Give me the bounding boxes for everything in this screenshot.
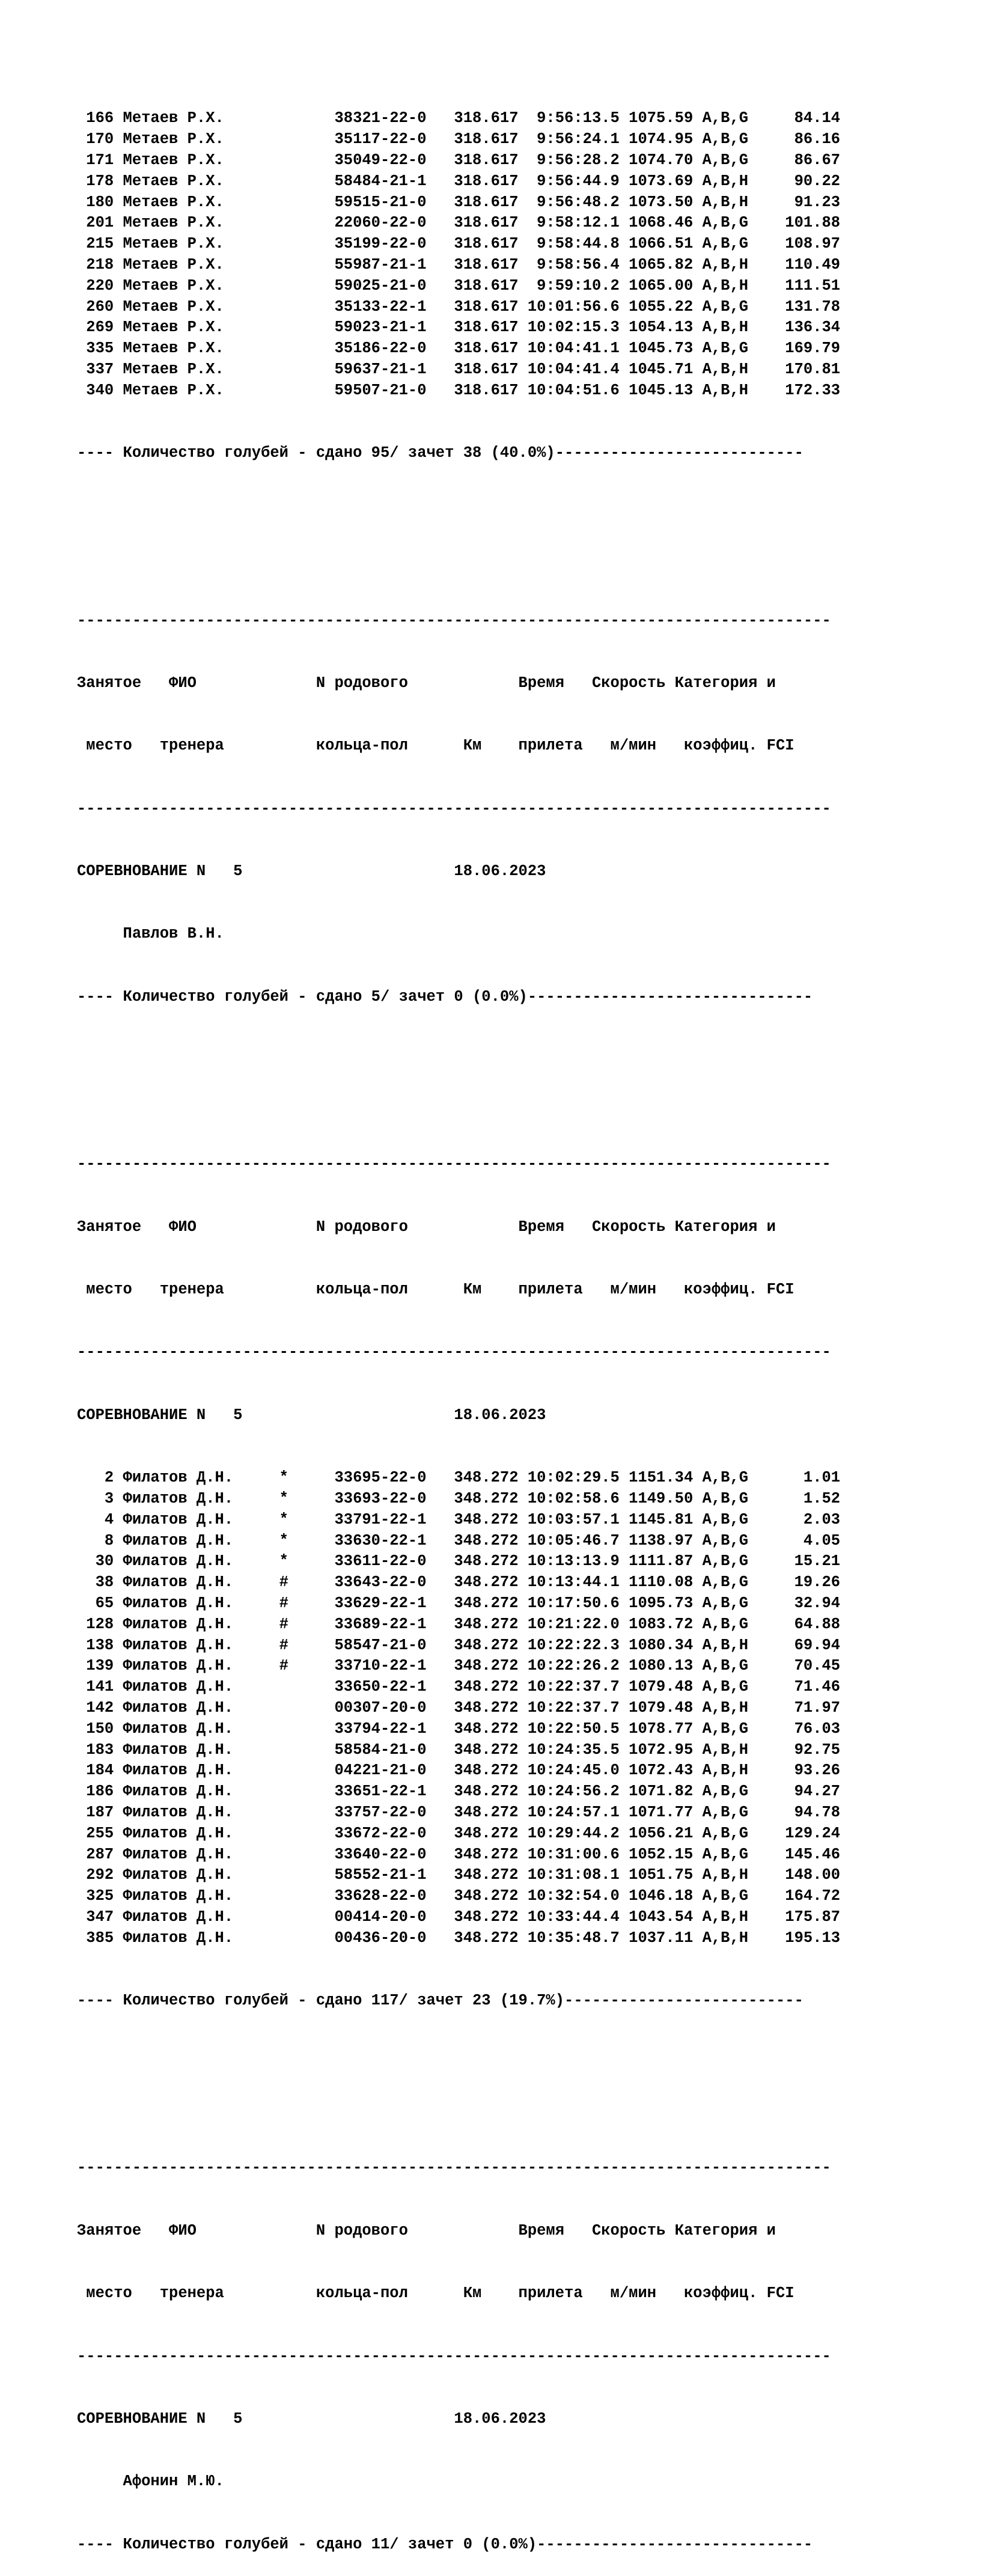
result-row: 340 Метаев Р.Х. 59507-21-0 318.617 10:04:51.6 1045.13 A,B,H 172.33 — [77, 381, 841, 399]
result-row: 269 Метаев Р.Х. 59023-21-1 318.617 10:02:15.3 1054.13 A,B,H 136.34 — [77, 319, 841, 337]
competition-line: СОРЕВНОВАНИЕ N 5 18.06.2023 — [77, 1406, 546, 1424]
result-row: 4 Филатов Д.Н. * 33791-22-1 348.272 10:03:57.1 1145.81 A,B,G 2.03 — [77, 1510, 841, 1528]
header-rule: ---------------------------------------------------------------------------------- — [77, 2159, 831, 2177]
result-row: 8 Филатов Д.Н. * 33630-22-1 348.272 10:05:46.7 1138.97 A,B,G 4.05 — [77, 1531, 841, 1549]
competition-line: СОРЕВНОВАНИЕ N 5 18.06.2023 — [77, 2410, 546, 2428]
result-row: 220 Метаев Р.Х. 59025-21-0 318.617 9:59:10.2 1065.00 A,B,H 111.51 — [77, 276, 841, 295]
results-block-1 — [77, 108, 840, 401]
result-row: 30 Филатов Д.Н. * 33611-22-0 348.272 10:13:13.9 1111.87 A,B,G 15.21 — [77, 1552, 841, 1570]
column-header-line-2: место тренера кольца-пол Км прилета м/мин коэффиц. FCI — [77, 737, 794, 755]
trainer-name: Афонин М.Ю. — [77, 2473, 224, 2491]
competition-line: СОРЕВНОВАНИЕ N 5 18.06.2023 — [77, 862, 546, 881]
header-rule: ---------------------------------------------------------------------------------- — [77, 611, 831, 629]
header-rule: ---------------------------------------------------------------------------------- — [77, 2347, 831, 2365]
column-header-line-1: Занятое ФИО N родового Время Скорость Категория и — [77, 1218, 776, 1236]
results-block-3 — [77, 1468, 840, 1949]
result-row: 150 Филатов Д.Н. 33794-22-1 348.272 10:22:50.5 1078.77 A,B,G 76.03 — [77, 1720, 841, 1738]
result-row: 178 Метаев Р.Х. 58484-21-1 318.617 9:56:44.9 1073.69 A,B,H 90.22 — [77, 172, 841, 190]
column-header-line-1: Занятое ФИО N родового Время Скорость Категория и — [77, 2221, 776, 2239]
result-row: 215 Метаев Р.Х. 35199-22-0 318.617 9:58:44.8 1066.51 A,B,G 108.97 — [77, 235, 841, 253]
header-rule: ---------------------------------------------------------------------------------- — [77, 1155, 831, 1173]
result-row: 201 Метаев Р.Х. 22060-22-0 318.617 9:58:12.1 1068.46 A,B,G 101.88 — [77, 214, 841, 232]
result-row: 171 Метаев Р.Х. 35049-22-0 318.617 9:56:28.2 1074.70 A,B,G 86.67 — [77, 151, 841, 169]
result-row: 186 Филатов Д.Н. 33651-22-1 348.272 10:24:56.2 1071.82 A,B,G 94.27 — [77, 1783, 841, 1801]
result-row: 287 Филатов Д.Н. 33640-22-0 348.272 10:31:00.6 1052.15 A,B,G 145.46 — [77, 1845, 841, 1863]
result-row: 170 Метаев Р.Х. 35117-22-0 318.617 9:56:24.1 1074.95 A,B,G 86.16 — [77, 130, 841, 148]
result-row: 166 Метаев Р.Х. 38321-22-0 318.617 9:56:13.5 1075.59 A,B,G 84.14 — [77, 109, 841, 127]
result-row: 337 Метаев Р.Х. 59637-21-1 318.617 10:04:41.4 1045.71 A,B,H 170.81 — [77, 360, 841, 378]
result-row: 292 Филатов Д.Н. 58552-21-1 348.272 10:31:08.1 1051.75 A,B,H 148.00 — [77, 1866, 841, 1884]
result-row: 138 Филатов Д.Н. # 58547-21-0 348.272 10:22:22.3 1080.34 A,B,H 69.94 — [77, 1636, 841, 1654]
result-row: 142 Филатов Д.Н. 00307-20-0 348.272 10:22:37.7 1079.48 A,B,H 71.97 — [77, 1699, 841, 1717]
result-row: 385 Филатов Д.Н. 00436-20-0 348.272 10:35:48.7 1037.11 A,B,H 195.13 — [77, 1929, 841, 1947]
result-row: 260 Метаев Р.Х. 35133-22-1 318.617 10:01:56.6 1055.22 A,B,G 131.78 — [77, 298, 841, 316]
result-row: 180 Метаев Р.Х. 59515-21-0 318.617 9:56:48.2 1073.50 A,B,H 91.23 — [77, 193, 841, 211]
result-row: 2 Филатов Д.Н. * 33695-22-0 348.272 10:02:29.5 1151.34 A,B,G 1.01 — [77, 1469, 841, 1487]
header-rule: ---------------------------------------------------------------------------------- — [77, 1343, 831, 1361]
result-row: 128 Филатов Д.Н. # 33689-22-1 348.272 10:21:22.0 1083.72 A,B,G 64.88 — [77, 1615, 841, 1633]
summary-line: ---- Количество голубей - сдано 117/ зачет 23 (19.7%)-------------------------- — [77, 1992, 803, 2010]
summary-line: ---- Количество голубей - сдано 95/ зачет 38 (40.0%)--------------------------- — [77, 444, 803, 462]
result-row: 325 Филатов Д.Н. 33628-22-0 348.272 10:32:54.0 1046.18 A,B,G 164.72 — [77, 1887, 841, 1905]
result-row: 65 Филатов Д.Н. # 33629-22-1 348.272 10:17:50.6 1095.73 A,B,G 32.94 — [77, 1594, 841, 1612]
result-row: 139 Филатов Д.Н. # 33710-22-1 348.272 10:22:26.2 1080.13 A,B,G 70.45 — [77, 1657, 841, 1675]
result-row: 184 Филатов Д.Н. 04221-21-0 348.272 10:24:45.0 1072.43 A,B,H 93.26 — [77, 1762, 841, 1780]
result-row: 335 Метаев Р.Х. 35186-22-0 318.617 10:04:41.1 1045.73 A,B,G 169.79 — [77, 340, 841, 358]
column-header-line-1: Занятое ФИО N родового Время Скорость Категория и — [77, 674, 776, 692]
summary-line: ---- Количество голубей - сдано 5/ зачет 0 (0.0%)------------------------------- — [77, 987, 813, 1006]
result-row: 183 Филатов Д.Н. 58584-21-0 348.272 10:24:35.5 1072.95 A,B,H 92.75 — [77, 1741, 841, 1759]
result-row: 347 Филатов Д.Н. 00414-20-0 348.272 10:33:44.4 1043.54 A,B,H 175.87 — [77, 1908, 841, 1926]
result-row: 187 Филатов Д.Н. 33757-22-0 348.272 10:24:57.1 1071.77 A,B,G 94.78 — [77, 1803, 841, 1821]
column-header-line-2: место тренера кольца-пол Км прилета м/мин коэффиц. FCI — [77, 2285, 794, 2303]
column-header-line-2: место тренера кольца-пол Км прилета м/мин коэффиц. FCI — [77, 1281, 794, 1299]
result-row: 3 Филатов Д.Н. * 33693-22-0 348.272 10:02:58.6 1149.50 A,B,G 1.52 — [77, 1489, 841, 1507]
results-document — [77, 46, 840, 2576]
result-row: 218 Метаев Р.Х. 55987-21-1 318.617 9:58:56.4 1065.82 A,B,H 110.49 — [77, 255, 841, 273]
result-row: 38 Филатов Д.Н. # 33643-22-0 348.272 10:13:44.1 1110.08 A,B,G 19.26 — [77, 1573, 841, 1592]
summary-line: ---- Количество голубей - сдано 11/ зачет 0 (0.0%)------------------------------ — [77, 2535, 813, 2553]
header-rule: ---------------------------------------------------------------------------------- — [77, 799, 831, 817]
result-row: 255 Филатов Д.Н. 33672-22-0 348.272 10:29:44.2 1056.21 A,B,G 129.24 — [77, 1824, 841, 1842]
trainer-name: Павлов В.Н. — [77, 925, 224, 943]
result-row: 141 Филатов Д.Н. 33650-22-1 348.272 10:22:37.7 1079.48 A,B,G 71.46 — [77, 1678, 841, 1696]
